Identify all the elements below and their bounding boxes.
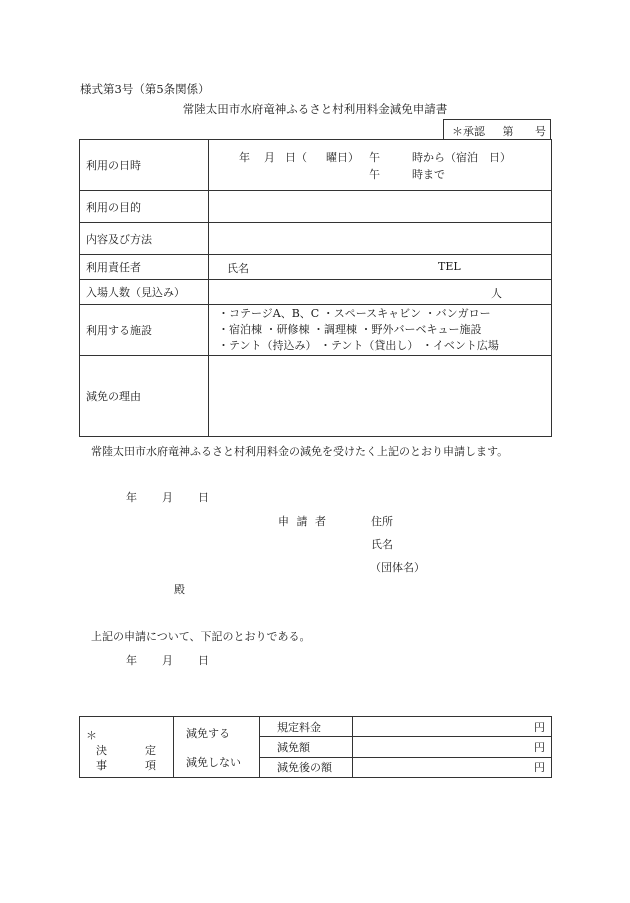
- approval-mark: ＊承認: [452, 125, 485, 138]
- label-datetime: 利用の日時: [80, 140, 209, 191]
- facility-line-2: ・宿泊棟 ・研修棟 ・調理棟 ・野外バーベキュー施設: [218, 323, 482, 336]
- application-table: [79, 139, 552, 437]
- decision-date-day: 日: [198, 654, 209, 667]
- exempt-choice-cell[interactable]: [174, 717, 260, 778]
- facility-line-1: ・コテージA、B、C ・スペースキャビン ・バンガロー: [218, 307, 491, 320]
- dt-day: 日（: [285, 151, 307, 164]
- not-exempt-option[interactable]: 減免しない: [186, 756, 241, 769]
- app-date-day: 日: [198, 491, 209, 504]
- label-content: 内容及び方法: [80, 223, 209, 255]
- attendance-field[interactable]: [209, 280, 552, 305]
- application-statement: 常陸太田市水府竜神ふるさと村利用料金の減免を受けたく上記のとおり申請します。: [91, 445, 509, 458]
- label-attendance: 入場人数（見込み）: [80, 280, 209, 305]
- responsible-field[interactable]: [209, 255, 552, 280]
- content-field[interactable]: [209, 223, 552, 255]
- standard-fee-unit[interactable]: 円: [353, 717, 552, 737]
- row-reason: [80, 356, 552, 437]
- dt-year: 年: [239, 151, 250, 164]
- exempt-amount-unit[interactable]: 円: [353, 737, 552, 757]
- row-content: [80, 223, 552, 255]
- row-facility: [80, 305, 552, 356]
- responsible-name: 氏名: [227, 262, 249, 275]
- approval-box: [443, 119, 551, 139]
- decision-items-cell: [80, 717, 174, 778]
- label-responsible: 利用責任者: [80, 255, 209, 280]
- form-number: 様式第3号（第5条関係）: [80, 82, 210, 96]
- decision-asterisk: ＊: [86, 729, 97, 742]
- decision-ji: 事: [96, 759, 107, 772]
- document-title: 常陸太田市水府竜神ふるさと村利用料金減免申請書: [182, 102, 448, 116]
- applicant-address: 住所: [371, 515, 393, 528]
- reason-field[interactable]: [209, 356, 552, 437]
- purpose-field[interactable]: [209, 191, 552, 223]
- after-exempt-unit[interactable]: 円: [353, 757, 552, 777]
- dt-until: 時まで: [412, 168, 445, 181]
- applicant-label: 申 請 者: [278, 515, 328, 528]
- row-datetime: [80, 140, 552, 191]
- label-purpose: 利用の目的: [80, 191, 209, 223]
- after-exempt-label: 減免後の額: [260, 757, 353, 777]
- datetime-field[interactable]: [209, 140, 552, 191]
- dt-from: 時から（宿泊: [412, 151, 478, 164]
- dt-nights: 日）: [489, 151, 511, 164]
- decision-tei: 定: [145, 744, 156, 757]
- responsible-tel: TEL: [438, 260, 461, 273]
- row-attendance: [80, 280, 552, 305]
- approval-dai: 第: [502, 125, 514, 138]
- exempt-amount-label: 減免額: [260, 737, 353, 757]
- decision-date-year: 年: [126, 654, 137, 667]
- exempt-option[interactable]: 減免する: [186, 727, 230, 740]
- decision-date-month: 月: [162, 654, 173, 667]
- row-purpose: [80, 191, 552, 223]
- approval-go: 号: [535, 125, 546, 138]
- dt-weekday: 曜日）: [326, 151, 359, 164]
- decision-ketsu: 決: [96, 744, 107, 757]
- dt-month: 月: [264, 151, 275, 164]
- dt-am2: 午: [369, 168, 380, 181]
- decision-table: [79, 716, 552, 778]
- standard-fee-label: 規定料金: [260, 717, 353, 737]
- decision-statement: 上記の申請について、下記のとおりである。: [91, 630, 311, 643]
- facility-field[interactable]: [209, 305, 552, 356]
- dt-am1: 午: [369, 151, 380, 164]
- app-date-month: 月: [162, 491, 173, 504]
- label-reason: 減免の理由: [80, 356, 209, 437]
- addressee-dono: 殿: [174, 583, 185, 596]
- applicant-name: 氏名: [371, 538, 393, 551]
- applicant-group: （団体名）: [370, 561, 425, 574]
- facility-line-3: ・テント（持込み） ・テント（貸出し） ・イベント広場: [218, 339, 499, 352]
- label-facility: 利用する施設: [80, 305, 209, 356]
- attendance-unit: 人: [491, 287, 502, 300]
- app-date-year: 年: [126, 491, 137, 504]
- row-responsible: [80, 255, 552, 280]
- decision-kou: 項: [145, 759, 156, 772]
